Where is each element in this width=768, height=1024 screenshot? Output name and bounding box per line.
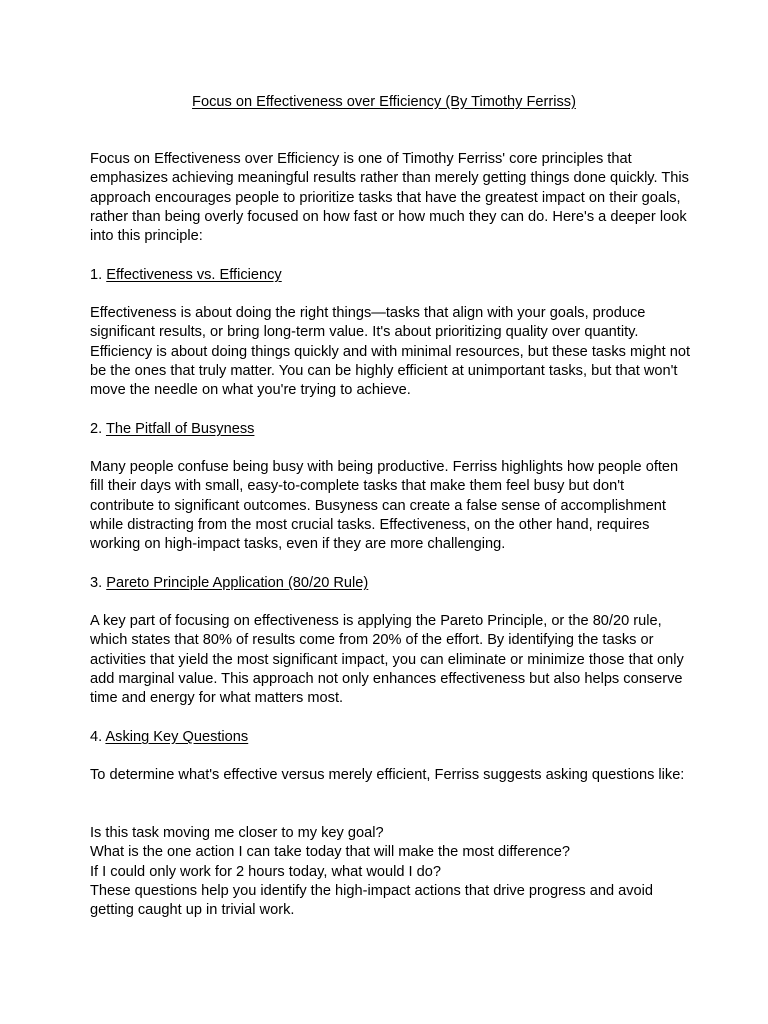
questions-list [90, 824, 690, 920]
section-1-title: Effectiveness vs. Efficiency [106, 267, 282, 283]
section-1-heading [90, 266, 690, 285]
question-item: What is the one action I can take today that will make the most difference? [90, 844, 570, 861]
section-3-title: Pareto Principle Application (80/20 Rule) [106, 575, 369, 591]
section-4-number: 4. [90, 729, 106, 745]
section-2-body: Many people confuse being busy with being productive. Ferriss highlights how people often fill their days with small, easy-to-complete tasks that make them feel busy but don't contribute to significant outcomes. Busyness can create a false sense of accomplishment while distracting from the most crucial tasks. Effectiveness, on the other hand, requires working on high-impact tasks, even if they are more challenging. [90, 459, 679, 553]
section-4-body: To determine what's effective versus merely efficient, Ferriss suggests asking questions like: [90, 767, 685, 783]
intro-paragraph: Focus on Effectiveness over Efficiency is one of Timothy Ferriss' core principles that emphasizes achieving meaningful results rather than merely getting things done quickly. This approach encourages people to prioritize tasks that have the greatest impact on their goals, rather than being overly focused on how fast or how much they can do. Here's a deeper look into this principle: [90, 151, 689, 245]
closing-paragraph: These questions help you identify the high-impact actions that drive progress and avoid getting caught up in trivial work. [90, 882, 653, 919]
section-4-heading [90, 728, 690, 747]
question-item: Is this task moving me closer to my key goal? [90, 825, 384, 841]
section-4-title: Asking Key Questions [105, 729, 249, 745]
section-1-number: 1. [90, 267, 107, 283]
section-2-title: The Pitfall of Busyness [105, 421, 255, 437]
section-1-body: Effectiveness is about doing the right things—tasks that align with your goals, produce significant results, or bring long-term value. It's about prioritizing quality over quantity. Efficiency is about doing things quickly and with minimal resources, but these tasks might not be the ones that truly matter. You can be highly efficient at unimportant tasks, but that won't move the needle on what you're trying to achieve. [90, 305, 690, 399]
section-3-heading [90, 574, 690, 593]
section-3-body: A key part of focusing on effectiveness is applying the Pareto Principle, or the 80/20 rule, which states that 80% of results come from 20% of the effort. By identifying the tasks or activities that yield the most significant impact, you can eliminate or minimize those that only add marginal value. This approach not only enhances effectiveness but also helps conserve time and energy for what matters most. [90, 613, 684, 707]
section-2-heading [90, 420, 690, 439]
section-3-number: 3. [90, 575, 107, 591]
document-title: Focus on Effectiveness over Efficiency (By Timothy Ferriss) [192, 94, 576, 110]
question-item: If I could only work for 2 hours today, what would I do? [90, 863, 441, 880]
section-2-number: 2. [90, 421, 106, 437]
